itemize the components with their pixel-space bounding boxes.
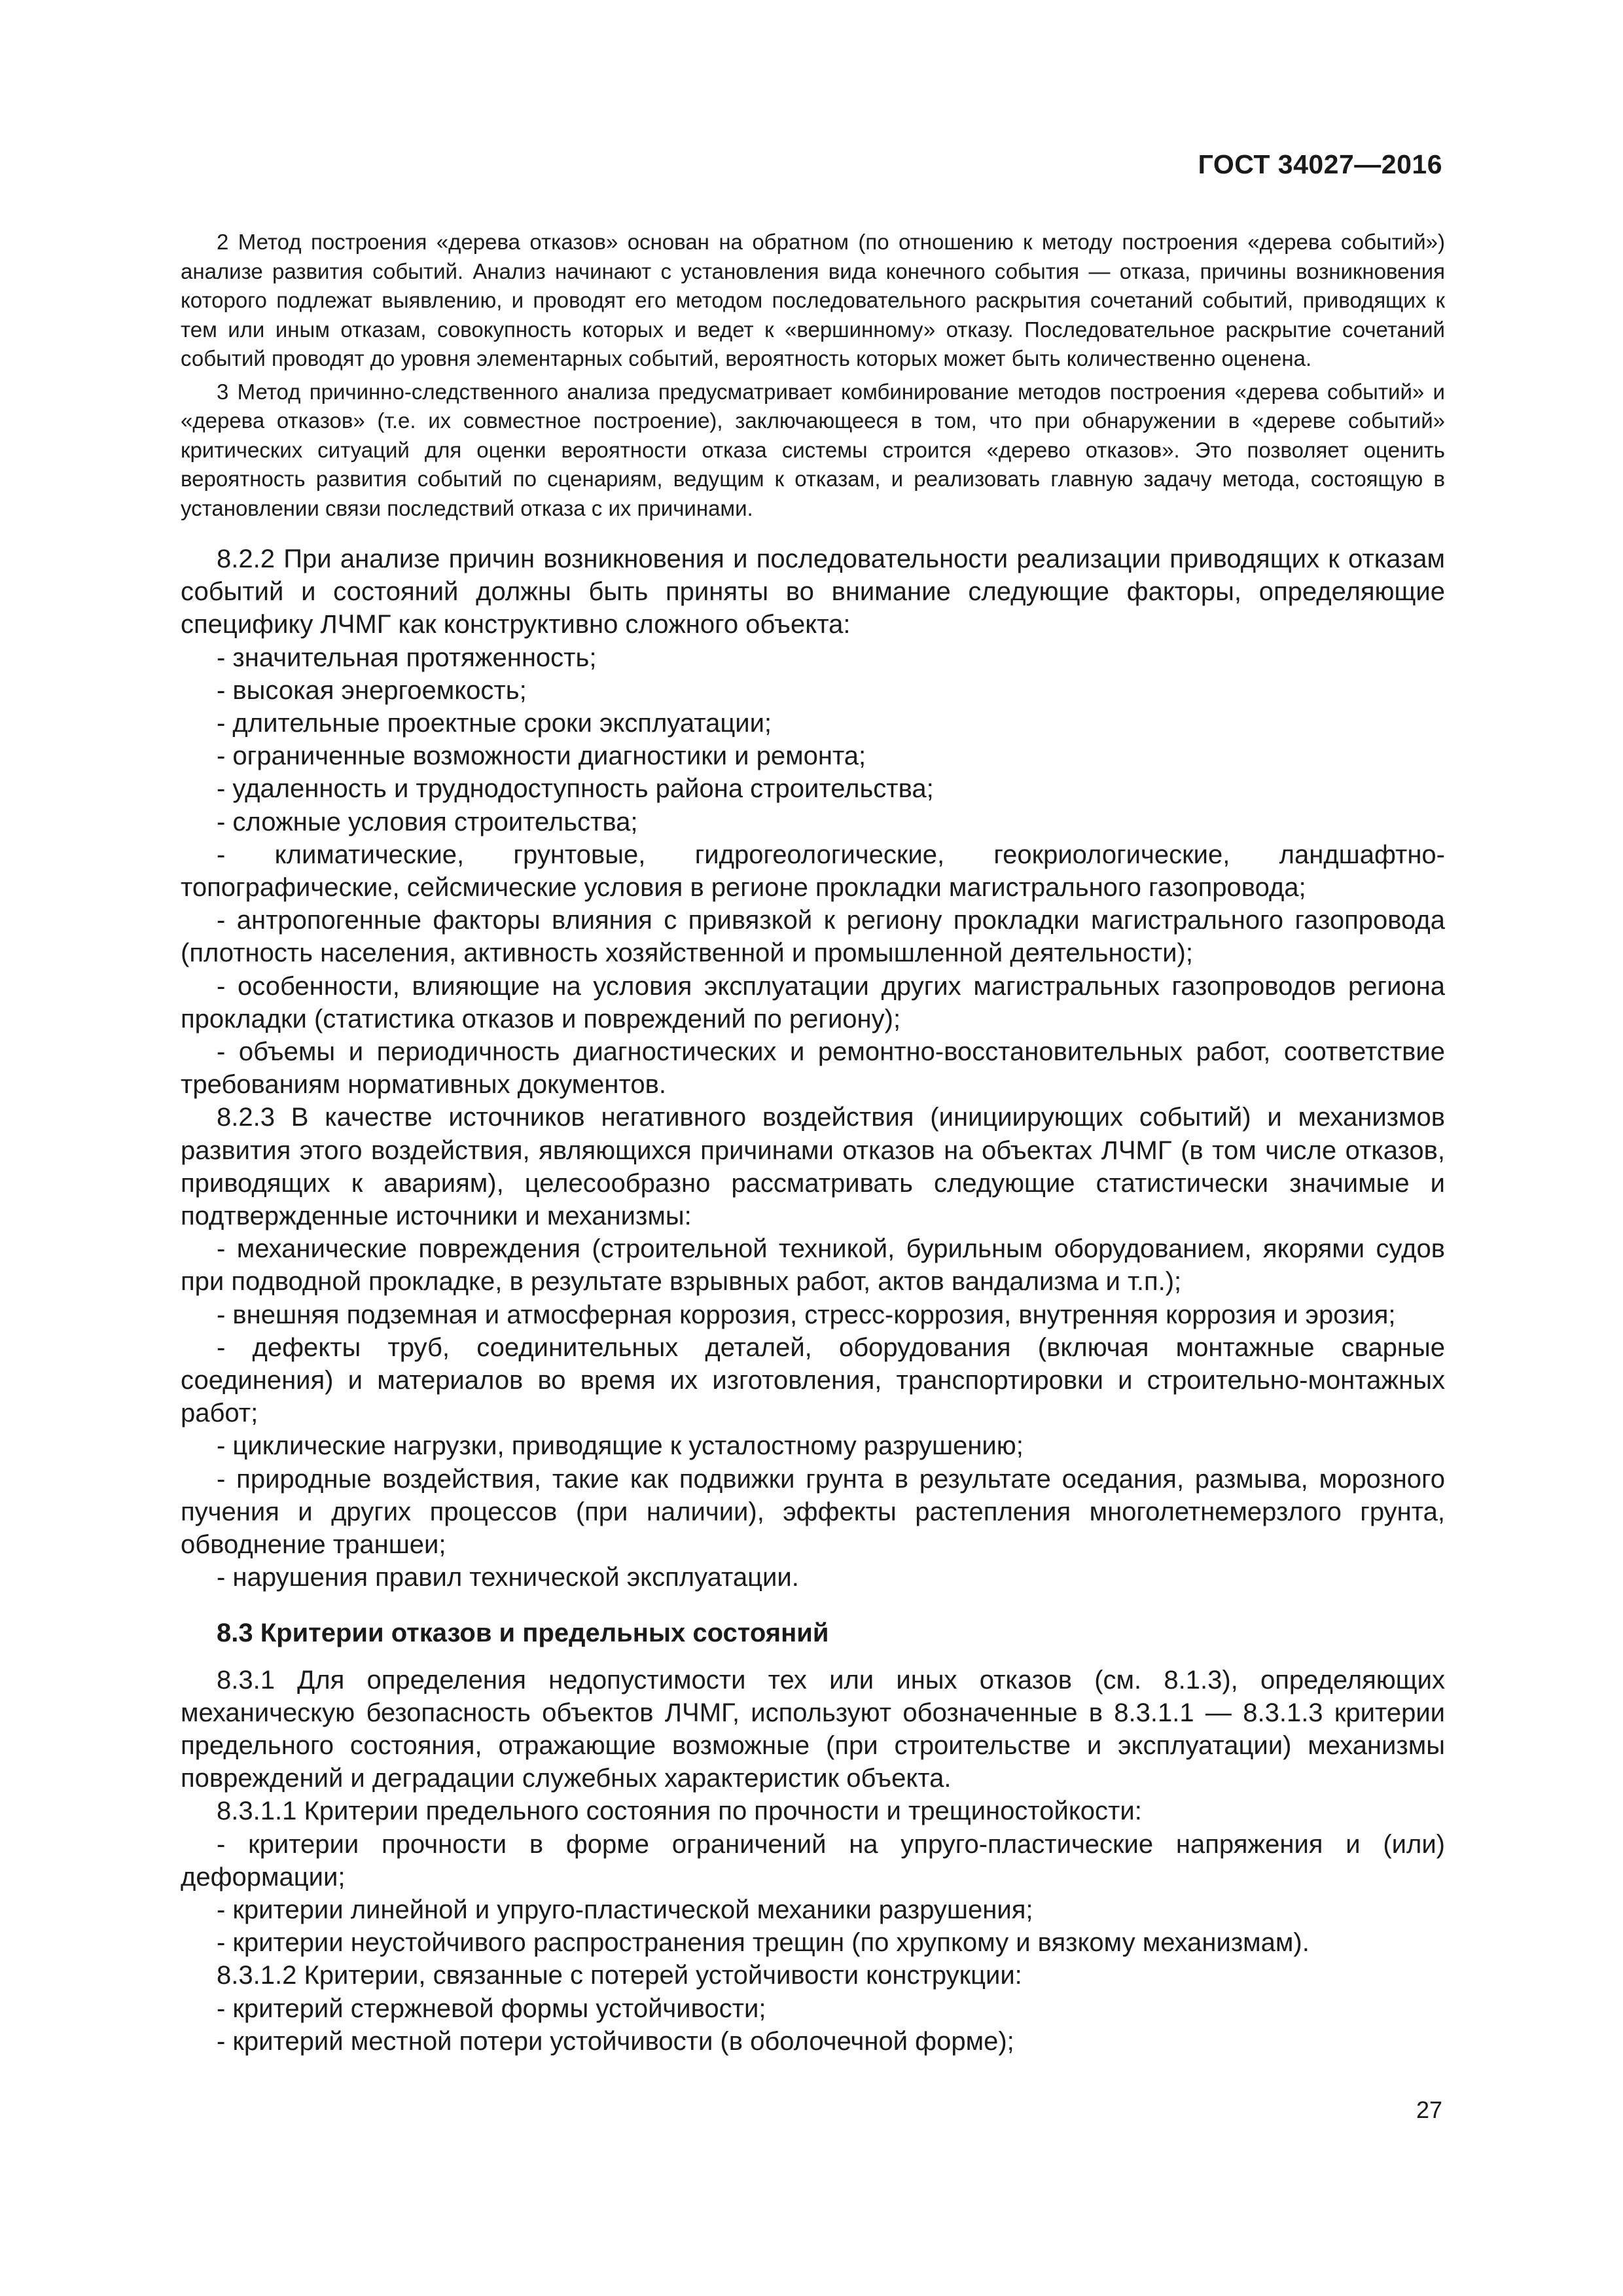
paragraph: 8.3.1.2 Критерии, связанные с потерей устойчивости конструкции: bbox=[217, 1961, 1022, 1990]
notes-block bbox=[181, 228, 1445, 523]
paragraph: 8.3.1.1 Критерии предельного состояния по прочности и трещиностойкости: bbox=[217, 1797, 1142, 1826]
list-item: - сложные условия строительства; bbox=[217, 807, 638, 836]
section-heading: 8.3 Критерии отказов и предельных состояний bbox=[217, 1618, 829, 1647]
list-item: - критерий местной потери устойчивости (в оболочечной форме); bbox=[217, 2026, 1014, 2056]
paragraph: 8.2.3 В качестве источников негативного воздействия (инициирующих событий) и механизмов развития этого воздействия, являющихся причинами отказов на объектах ЛЧМГ (в том числе отказов, приводящих к авариям), целесообразно рассматривать следующие статистически значимые и подтвержденные источники и механизмы: bbox=[181, 1103, 1445, 1231]
list-item: - длительные проектные сроки эксплуатации; bbox=[217, 709, 772, 738]
list-item: - критерии прочности в форме ограничений на упруго-пластические напряжения и (или) деформации; bbox=[181, 1829, 1445, 1892]
list-item: - особенности, влияющие на условия эксплуатации других магистральных газопроводов региона прокладки (статистика отказов и повреждений по региону); bbox=[181, 971, 1445, 1033]
list-item: - дефекты труб, соединительных деталей, оборудования (включая монтажные сварные соединения) и материалов во время их изготовления, транспортировки и строительно-монтажных работ; bbox=[181, 1333, 1445, 1428]
list-item: - нарушения правил технической эксплуатации. bbox=[217, 1563, 799, 1592]
paragraph: 8.3.1 Для определения недопустимости тех или иных отказов (см. 8.1.3), определяющих механическую безопасность объектов ЛЧМГ, используют обозначенные в 8.3.1.1 — 8.3.1.3 критерии предельного состояния, отражающие возможные (при строительстве и эксплуатации) механизмы повреждений и деградации служебных характеристик объекта. bbox=[181, 1665, 1445, 1793]
page-number: 27 bbox=[1416, 2096, 1442, 2123]
clause-8-2-block bbox=[181, 543, 1445, 1594]
list-item: - природные воздействия, такие как подвижки грунта в результате оседания, размыва, морозного пучения и других процессов (при наличии), эффекты растепления многолетнемерзлого грунта, обводнение траншеи; bbox=[181, 1464, 1445, 1560]
list-item: - внешняя подземная и атмосферная коррозия, стресс-коррозия, внутренняя коррозия и эрозия; bbox=[217, 1300, 1396, 1329]
paragraph: 8.2.2 При анализе причин возникновения и последовательности реализации приводящих к отказам событий и состояний должны быть приняты во внимание следующие факторы, определяющие специфику ЛЧМГ как конструктивно сложного объекта: bbox=[181, 545, 1445, 639]
list-item: - критерии линейной и упруго-пластической механики разрушения; bbox=[217, 1895, 1033, 1924]
list-item: - циклические нагрузки, приводящие к усталостному разрушению; bbox=[217, 1431, 1024, 1461]
list-item: - высокая энергоемкость; bbox=[217, 675, 527, 705]
list-item: - антропогенные факторы влияния с привязкой к региону прокладки магистрального газопровода (плотность населения, активность хозяйственной и промышленной деятельности); bbox=[181, 906, 1445, 968]
list-item: - объемы и периодичность диагностических и ремонтно-восстановительных работ, соответствие требованиям нормативных документов. bbox=[181, 1037, 1445, 1100]
note-paragraph: 3 Метод причинно-следственного анализа предусматривает комбинирование методов построения «дерева событий» и «дерева отказов» (т.е. их совместное построение), заключающееся в том, что при обнаружении в «дереве событий» критических ситуаций для оценки вероятности отказа системы строится «дерево отказов». Это позволяет оценить вероятность развития событий по сценариям, ведущим к отказам, и реализовать главную задачу метода, состоящую в установлении связи последствий отказа с их причинами. bbox=[181, 379, 1445, 520]
list-item: - критерий стержневой формы устойчивости; bbox=[217, 1994, 766, 2023]
standard-designation: ГОСТ 34027—2016 bbox=[1198, 149, 1442, 179]
list-item: - ограниченные возможности диагностики и ремонта; bbox=[217, 742, 866, 771]
list-item: - климатические, грунтовые, гидрогеологические, геокриологические, ландшафтно-топографические, сейсмические условия в регионе прокладки магистрального газопровода; bbox=[181, 840, 1445, 903]
list-item: - значительная протяженность; bbox=[217, 643, 597, 672]
page-content bbox=[181, 228, 1445, 2058]
clause-8-3-block bbox=[181, 1664, 1445, 2058]
list-item: - механические повреждения (строительной техникой, бурильным оборудованием, якорями судов при подводной прокладке, в результате взрывных работ, актов вандализма и т.п.); bbox=[181, 1234, 1445, 1297]
note-paragraph: 2 Метод построения «дерева отказов» основан на обратном (по отношению к методу построения «дерева событий») анализе развития событий. Анализ начинают с установления вида конечного события — отказа, причины возникновения которого подлежат выявлению, и проводят его методом последовательного раскрытия сочетаний событий, приводящих к тем или иным отказам, совокупность которых и ведет к «вершинному» отказу. Последовательное раскрытие сочетаний событий проводят до уровня элементарных событий, вероятность которых может быть количественно оценена. bbox=[181, 230, 1445, 370]
list-item: - удаленность и труднодоступность района строительства; bbox=[217, 774, 934, 804]
list-item: - критерии неустойчивого распространения трещин (по хрупкому и вязкому механизмам). bbox=[217, 1928, 1310, 1958]
